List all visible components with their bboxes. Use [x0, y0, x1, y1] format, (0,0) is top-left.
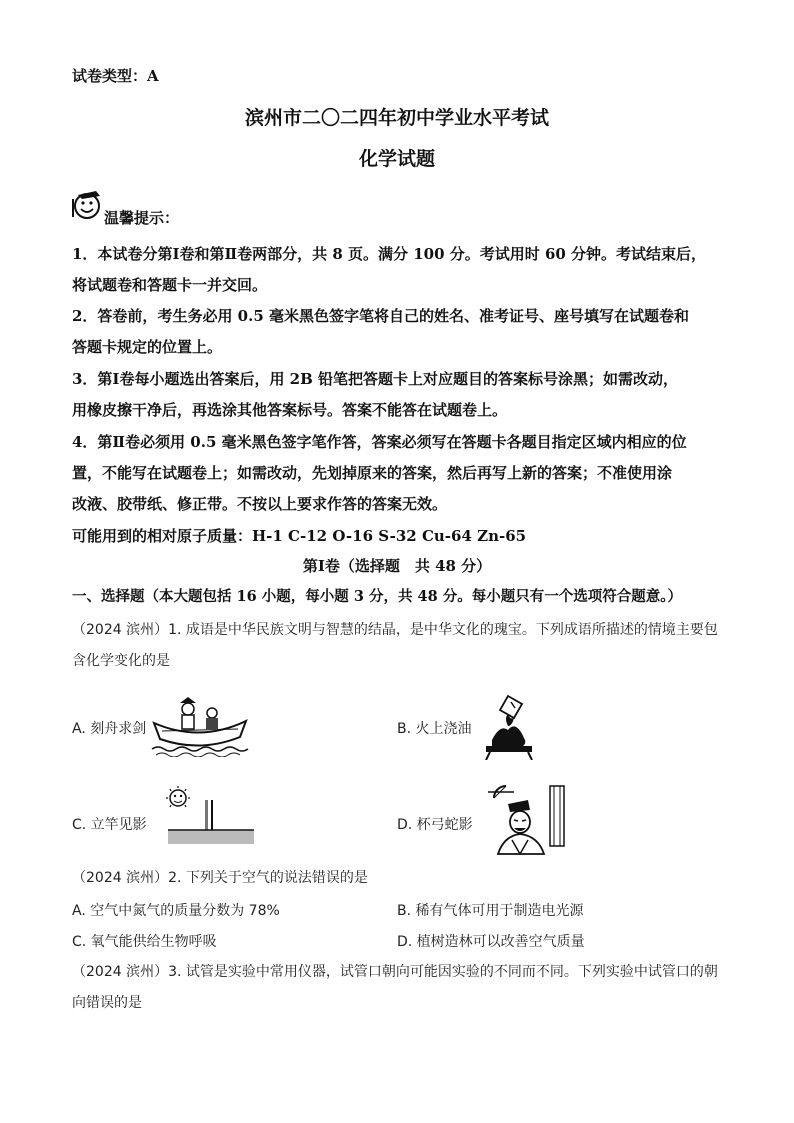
instruction-line: 改液、胶带纸、修正带。不按以上要求作答的答案无效。: [72, 495, 448, 513]
q1-option-b: B. 火上浇油: [397, 721, 472, 737]
question-3-stem: （2024 滨州）3. 试管是实验中常用仪器，试管口朝向可能因实验的不同而不同。下列实验中试管口的朝: [72, 964, 718, 980]
instruction-line: 用橡皮擦干净后，再选涂其他答案标号。答案不能答在试题卷上。: [72, 401, 508, 419]
tips-heading: 温馨提示：: [104, 209, 180, 227]
subject-title: 化学试题: [358, 148, 435, 170]
paper-type: 试卷类型：A: [72, 67, 159, 85]
q2-option-b: B. 稀有气体可用于制造电光源: [397, 903, 584, 919]
instruction-line: 4．第Ⅱ卷必须用 0.5 毫米黑色签字笔作答，答案必须写在答题卡各题目指定区域内相应的位: [72, 433, 687, 451]
instruction-line: 将试题卷和答题卡一并交回。: [72, 276, 268, 294]
atomic-masses: 可能用到的相对原子质量：H-1 C-12 O-16 S-32 Cu-64 Zn-65: [72, 527, 527, 545]
smiley-icon: [70, 187, 104, 221]
instruction-line: 答题卡规定的位置上。: [72, 338, 223, 356]
cup-bow-illustration: [484, 782, 568, 856]
boat-illustration: [150, 695, 250, 757]
exam-title: 滨州市二〇二四年初中学业水平考试: [244, 107, 549, 129]
instruction-line: 置，不能写在试题卷上；如需改动，先划掉原来的答案，然后再写上新的答案；不准使用涂: [72, 464, 673, 482]
question-1-stem: （2024 滨州）1. 成语是中华民族文明与智慧的结晶，是中华文化的瑰宝。下列成语所描述的情境主要包: [72, 622, 718, 638]
q2-option-d: D. 植树造林可以改善空气质量: [397, 934, 585, 950]
q1-option-d: D. 杯弓蛇影: [397, 817, 473, 833]
part-heading: 一、选择题（本大题包括 16 小题，每小题 3 分，共 48 分。每小题只有一个选项符合题意。）: [72, 588, 682, 605]
instruction-line: 3．第Ⅰ卷每小题选出答案后，用 2B 铅笔把答题卡上对应题目的答案标号涂黑；如需改动，: [72, 370, 679, 388]
q2-option-a: A. 空气中氮气的质量分数为 78%: [72, 903, 280, 919]
question-1-stem-cont: 含化学变化的是: [72, 653, 170, 669]
fire-oil-illustration: [478, 690, 542, 760]
instruction-line: 2．答卷前，考生务必用 0.5 毫米黑色签字笔将自己的姓名、准考证号、座号填写在试题卷和: [72, 307, 689, 325]
question-3-stem-cont: 向错误的是: [72, 995, 142, 1011]
question-2-stem: （2024 滨州）2. 下列关于空气的说法错误的是: [72, 870, 368, 886]
instruction-line: 1．本试卷分第Ⅰ卷和第Ⅱ卷两部分，共 8 页。满分 100 分。考试用时 60 分钟。考试结束后，: [72, 245, 707, 263]
section-title: 第Ⅰ卷（选择题 共 48 分）: [302, 557, 492, 575]
q1-option-a: A. 刻舟求剑: [72, 721, 147, 737]
q1-option-c: C. 立竿见影: [72, 817, 147, 833]
pole-shadow-illustration: [160, 786, 256, 848]
q2-option-c: C. 氧气能供给生物呼吸: [72, 934, 217, 950]
